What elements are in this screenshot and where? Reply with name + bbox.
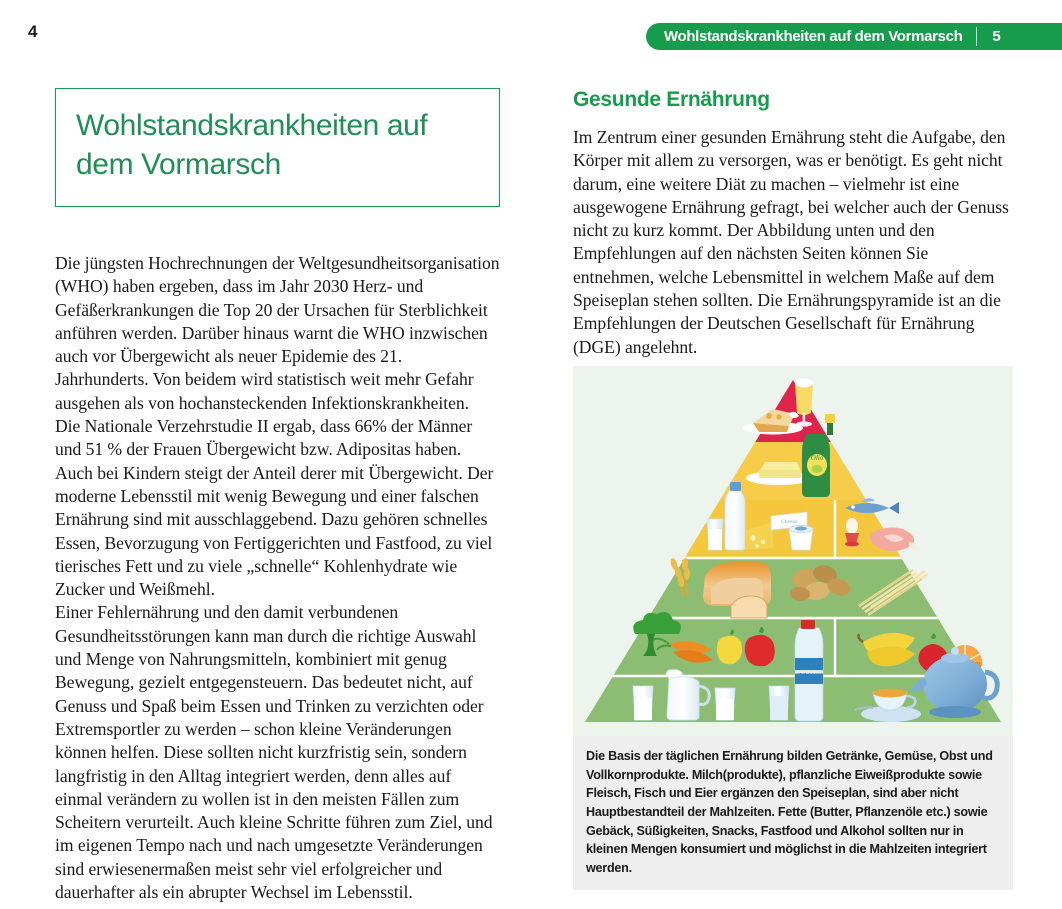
article-title-box — [55, 88, 500, 207]
figure-caption: Die Basis der täglichen Ernährung bilden Getränke, Gemüse, Obst und Vollkornprodukte. Milch(produkte), pflanzliche Eiweißprodukte sowie Fleisch, Fisch und Eier ergänzen den Speiseplan, sind aber nicht Hauptbestandteil der Mahlzeiten. Fette (Butter, Pflanzenöle etc.) sowie Gebäck, Süßigkeiten, Snacks, Fastfood und Alkohol sollten nur in kleinen Mengen konsumiert und möglichst in die Mahlzeiten integriert werden. — [573, 736, 1013, 890]
right-column — [573, 88, 1013, 359]
left-body-paragraph: Die jüngsten Hochrechnungen der Weltgesundheitsorganisation (WHO) haben ergeben, dass im Jahr 2030 Herz- und Gefäßerkrankungen die Top 20 der Ursachen für Sterblichkeit anführen werden. Darüber hinaus warnt die WHO inzwischen auch vor Übergewicht als neuer Epidemie des 21. Jahrhunderts. Von beidem wird statistisch weit mehr Gefahr ausgehen als von hochansteckenden Infektionskrankheiten. Die Nationale Verzehrstudie II ergab, dass 66% der Männer und 51 % der Frauen Übergewicht bzw. Adipositas haben. Auch bei Kindern steigt der Anteil derer mit Übergewicht. Der moderne Lebensstil mit wenig Bewegung und einer falschen Ernährung sind mit ausschlaggebend. Dazu gehören schnelles Essen, Bevorzugung von Fertiggerichten und Fastfood, zu viel tierisches Fett und zu viele „schnelle“ Kohlenhydrate wie Zucker und Weißmehl. Einer Fehlernährung und den damit verbundenen Gesundheitsstörungen kann man durch die richtige Auswahl und Menge von Nahrungsmitteln, kombiniert mit genug Bewegung, gezielt entgegensteuern. Das bedeutet nicht, auf Genuss und Spaß beim Essen und Trinken zu verzichten oder Extremsportler zu werden – schon kleine Veränderungen können helfen. Diese sollten nicht kurzfristig sein, sondern langfristig in den Alltag integriert werden, denn alles auf einmal verändern zu wollen ist in den meisten Fällen zum Scheitern verurteilt. Auch kleine Schritte führen zum Ziel, und im eigenen Tempo nach und nach umgesetzte Veränderungen sind erwiesenermaßen meist sehr viel erfolgreicher und dauerhafter als ein abrupter Wechsel im Lebensstil. — [55, 253, 500, 903]
page-title: Wohlstandskrankheiten auf dem Vormarsch — [76, 109, 428, 181]
left-column — [55, 88, 500, 904]
left-body-text — [55, 252, 500, 904]
food-pyramid-illustration — [573, 366, 1013, 736]
right-body-paragraph: Im Zentrum einer gesunden Ernährung steht die Aufgabe, den Körper mit allem zu versorgen, was er benötigt. Es geht nicht darum, eine weitere Diät zu machen – vielmehr ist eine ausgewogene Ernährung gefragt, bei welcher auch der Genuss nicht zu kurz kommt. Der Abbildung unten und den Empfehlungen auf den nächsten Seiten können Sie entnehmen, welche Lebensmittel in welchem Maße auf dem Speiseplan stehen sollten. Die Ernährungspyramide ist an die Empfehlungen der Deutschen Gesellschaft für Ernährung (DGE) angelehnt. — [573, 127, 1009, 357]
svg-text:Mineralwasser: Mineralwasser — [794, 670, 824, 675]
page-number-left: 4 — [28, 22, 38, 41]
svg-text:Olio: Olio — [810, 454, 824, 462]
running-head-divider — [976, 27, 977, 46]
running-head-banner — [646, 23, 1062, 50]
page-number-right: 5 — [992, 28, 1001, 45]
section-heading: Gesunde Ernährung — [573, 88, 770, 111]
page-header — [0, 0, 1062, 60]
figure-block — [573, 366, 1013, 890]
svg-text:Cheese: Cheese — [781, 519, 797, 525]
running-head-title: Wohlstandskrankheiten auf dem Vormarsch — [664, 28, 963, 45]
right-body-text — [573, 126, 1013, 359]
